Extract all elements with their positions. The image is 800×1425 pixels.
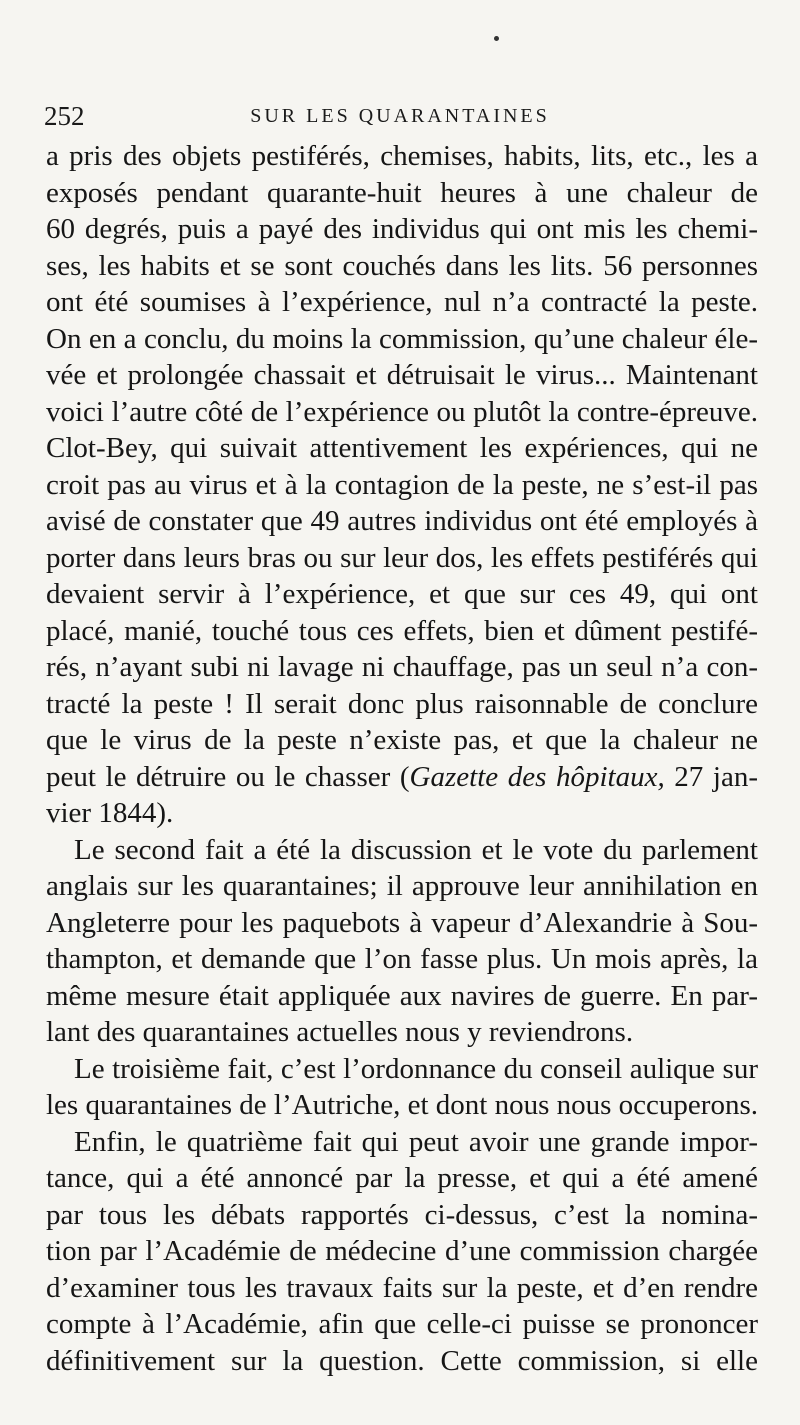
running-head: SUR LES QUARANTAINES bbox=[250, 105, 550, 127]
text-line: même mesure était appliquée aux navires de guerre. En par- bbox=[46, 979, 758, 1012]
text-line: compte à l’Académie, afin que celle-ci puisse se prononcer bbox=[46, 1308, 758, 1340]
text-line: par tous les débats rapportés ci-dessus, c’est la nomina- bbox=[46, 1198, 758, 1231]
text-line: tracté la peste ! Il serait donc plus raisonnable de conclure bbox=[46, 687, 758, 720]
text-line: Angleterre pour les paquebots à vapeur d’Alexandrie à Sou- bbox=[46, 906, 758, 939]
text-line: tance, qui a été annoncé par la presse, et qui a été amené bbox=[46, 1162, 758, 1194]
text-line: définitivement sur la question. Cette commission, si elle bbox=[46, 1344, 758, 1377]
text-line: d’examiner tous les travaux faits sur la peste, et d’en rendre bbox=[46, 1271, 758, 1304]
text-line: placé, manié, touché tous ces effets, bien et dûment pestifé- bbox=[46, 614, 758, 647]
page-header bbox=[44, 96, 756, 136]
paragraph-start-line: Enfin, le quatrième fait qui peut avoir une grande impor- bbox=[74, 1125, 758, 1158]
text-line: croit pas au virus et à la contagion de la peste, ne s’est-il pas bbox=[46, 468, 758, 501]
text-line: tion par l’Académie de médecine d’une commission chargée bbox=[46, 1235, 758, 1267]
text-line: porter dans leurs bras ou sur leur dos, les effets pestiférés qui bbox=[46, 541, 758, 574]
text-line: ont été soumises à l’expérience, nul n’a contracté la peste. bbox=[46, 286, 758, 318]
citation-prefix: peut le détruire ou le chasser ( bbox=[46, 760, 410, 793]
text-line: exposés pendant quarante-huit heures à une chaleur de bbox=[46, 176, 758, 209]
paragraph-start-line: Le second fait a été la discussion et le vote du parlement bbox=[74, 833, 758, 866]
paragraph-start-line: Le troisième fait, c’est l’ordonnance du conseil aulique sur bbox=[74, 1052, 758, 1085]
citation-line bbox=[46, 759, 758, 796]
text-line: lant des quarantaines actuelles nous y reviendrons. bbox=[46, 1016, 634, 1048]
text-line: a pris des objets pestiférés, chemises, habits, lits, etc., les a bbox=[46, 140, 758, 172]
citation-suffix: 27 jan- bbox=[664, 760, 758, 793]
text-line: les quarantaines de l’Autriche, et dont nous nous occuperons. bbox=[46, 1089, 758, 1121]
text-line: vier 1844). bbox=[46, 797, 174, 829]
text-line: thampton, et demande que l’on fasse plus. Un mois après, la bbox=[46, 943, 758, 975]
text-line: avisé de constater que 49 autres individus ont été employés à bbox=[46, 505, 758, 537]
text-line: rés, n’ayant subi ni lavage ni chauffage, pas un seul n’a con- bbox=[46, 651, 758, 683]
text-line: anglais sur les quarantaines; il approuve leur annihilation en bbox=[46, 870, 758, 902]
text-line: voici l’autre côté de l’expérience ou plutôt la contre-épreuve. bbox=[46, 395, 758, 428]
citation-title: Gazette des hôpitaux, bbox=[409, 760, 665, 793]
page-number: 252 bbox=[44, 101, 85, 131]
text-line: 60 degrés, puis a payé des individus qui ont mis les chemi- bbox=[46, 213, 758, 245]
text-line: devaient servir à l’expérience, et que sur ces 49, qui ont bbox=[46, 578, 758, 610]
body-text bbox=[46, 138, 758, 1379]
text-line: On en a conclu, du moins la commission, qu’une chaleur éle- bbox=[46, 322, 758, 355]
print-speck bbox=[494, 36, 499, 41]
text-line: Clot-Bey, qui suivait attentivement les expériences, qui ne bbox=[46, 432, 758, 464]
text-line: que le virus de la peste n’existe pas, et que la chaleur ne bbox=[46, 724, 758, 756]
text-line: ses, les habits et se sont couchés dans les lits. 56 personnes bbox=[46, 249, 758, 282]
text-line: vée et prolongée chassait et détruisait le virus... Maintenant bbox=[46, 359, 758, 391]
